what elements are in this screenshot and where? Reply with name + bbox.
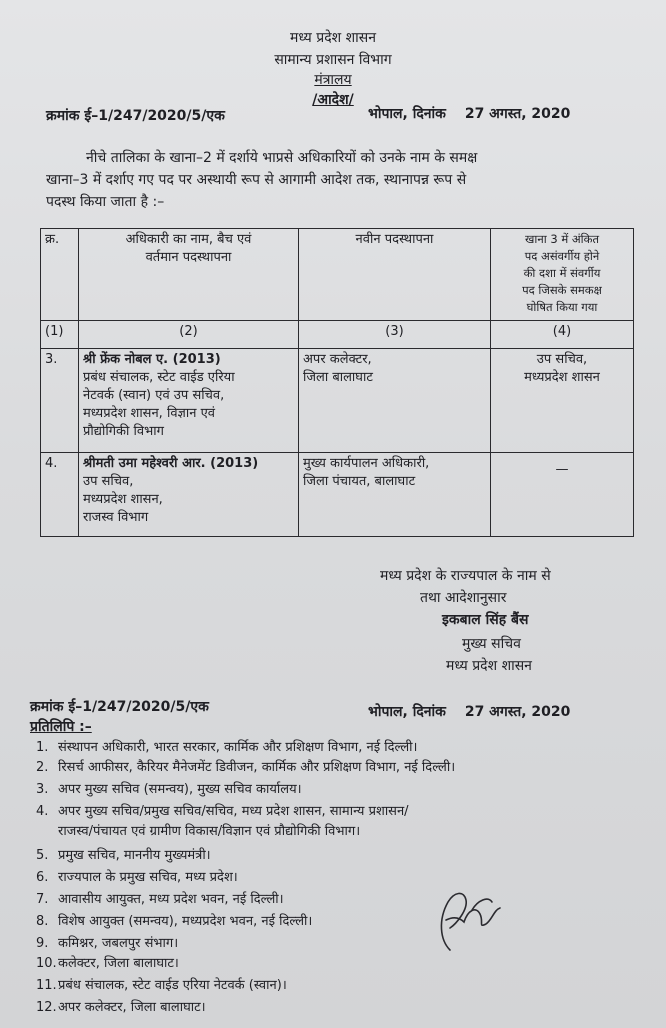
order-number: क्रमांक ई–1/247/2020/5/एक [46, 108, 225, 124]
signatory-designation: मुख्य सचिव [462, 636, 521, 652]
table-row [41, 349, 634, 453]
officer-name: श्री फ्रेंक नोबल ए. (2013) [83, 352, 221, 367]
num-3: (3) [299, 321, 491, 349]
list-item: 5. प्रमुख सचिव, माननीय मुख्यमंत्री। [36, 848, 211, 863]
order-place: भोपाल, दिनांक [368, 106, 446, 122]
row-sr: 3. [41, 349, 79, 453]
posting-table [40, 228, 634, 537]
list-item: 8. विशेष आयुक्त (समन्वय), मध्यप्रदेश भवन, नई दिल्ली। [36, 914, 313, 929]
list-item: 4. अपर मुख्य सचिव/प्रमुख सचिव/सचिव, मध्य प्रदेश शासन, सामान्य प्रशासन/ [36, 804, 409, 819]
list-item: 7. आवासीय आयुक्त, मध्य प्रदेश भवन, नई दिल्ली। [36, 892, 284, 907]
sig-line-2: तथा आदेशानुसार [420, 590, 507, 606]
row-new-posting: मुख्य कार्यपालन अधिकारी, जिला पंचायत, बालाघाट [299, 453, 491, 537]
list-item-continuation: राजस्व/पंचायत एवं ग्रामीण विकास/विज्ञान एवं प्रौद्योगिकी विभाग। [58, 824, 361, 839]
copy-order-number: क्रमांक ई–1/247/2020/5/एक [30, 699, 209, 715]
row-equivalent: उप सचिव, मध्यप्रदेश शासन [491, 349, 634, 453]
list-item: 3. अपर मुख्य सचिव (समन्वय), मुख्य सचिव कार्यालय। [36, 782, 302, 797]
col-header-new-posting: नवीन पदस्थापना [299, 229, 491, 321]
row-equivalent: — [491, 453, 634, 537]
para-line-2: खाना–3 में दर्शाए गए पद पर अस्थायी रूप से आगामी आदेश तक, स्थानापन्न रूप से [46, 172, 467, 188]
order-date: 27 अगस्त, 2020 [464, 106, 571, 122]
table-numbering-row [41, 321, 634, 349]
list-item: 12.अपर कलेक्टर, जिला बालाघाट। [36, 1000, 206, 1015]
header-govt: मध्य प्रदेश शासन [290, 30, 376, 46]
signatory-office: मध्य प्रदेश शासन [446, 658, 532, 674]
table-row [41, 453, 634, 537]
col-header-officer: अधिकारी का नाम, बैच एवं वर्तमान पदस्थापना [79, 229, 299, 321]
header-order-title: /आदेश/ [312, 92, 354, 108]
list-item: 10.कलेक्टर, जिला बालाघाट। [36, 956, 179, 971]
para-line-1: नीचे तालिका के खाना–2 में दर्शाये भाप्रसे अधिकारियों को उनके नाम के समक्ष [86, 150, 478, 166]
copy-place-date: भोपाल, दिनांक 27 अगस्त, 2020 [368, 704, 571, 720]
row-new-posting: अपर कलेक्टर, जिला बालाघाट [299, 349, 491, 453]
row-officer: श्रीमती उमा महेश्वरी आर. (2013) उप सचिव, मध्यप्रदेश शासन, राजस्व विभाग [79, 453, 299, 537]
header-ministry: मंत्रालय [314, 72, 352, 88]
officer-name: श्रीमती उमा महेश्वरी आर. (2013) [83, 456, 259, 471]
col-header-sr: क्र. [41, 229, 79, 321]
col-header-equivalent: खाना 3 में अंकित पद असंवर्गीय होने की दशा में संवर्गीय पद जिसके समकक्ष घोषित किया गया [491, 229, 634, 321]
row-sr: 4. [41, 453, 79, 537]
list-item: 11.प्रबंध संचालक, स्टेट वाईड एरिया नेटवर्क (स्वान)। [36, 978, 287, 993]
copy-heading: प्रतिलिपि :– [30, 719, 92, 735]
sig-line-1: मध्य प्रदेश के राज्यपाल के नाम से [380, 568, 551, 584]
list-item: 9. कमिश्नर, जबलपुर संभाग। [36, 936, 179, 951]
table-header-row [41, 229, 634, 321]
list-item: 1. संस्थापन अधिकारी, भारत सरकार, कार्मिक और प्रशिक्षण विभाग, नई दिल्ली। [36, 740, 418, 755]
row-officer: श्री फ्रेंक नोबल ए. (2013) प्रबंध संचालक, स्टेट वाईड एरिया नेटवर्क (स्वान) एवं उप सचिव, मध्यप्रदेश शासन, विज्ञान एवं प्रौद्योगिकी विभाग [79, 349, 299, 453]
num-2: (2) [79, 321, 299, 349]
signatory-name: इकबाल सिंह बैंस [442, 612, 529, 628]
list-item: 2. रिसर्च आफीसर, कैरियर मैनेजमेंट डिवीजन, कार्मिक और प्रशिक्षण विभाग, नई दिल्ली। [36, 760, 456, 775]
para-line-3: पदस्थ किया जाता है :– [46, 194, 165, 210]
order-place-date [368, 104, 570, 123]
num-4: (4) [491, 321, 634, 349]
handwritten-signature [420, 880, 510, 960]
header-department: सामान्य प्रशासन विभाग [274, 52, 392, 68]
num-1: (1) [41, 321, 79, 349]
list-item: 6. राज्यपाल के प्रमुख सचिव, मध्य प्रदेश। [36, 870, 238, 885]
